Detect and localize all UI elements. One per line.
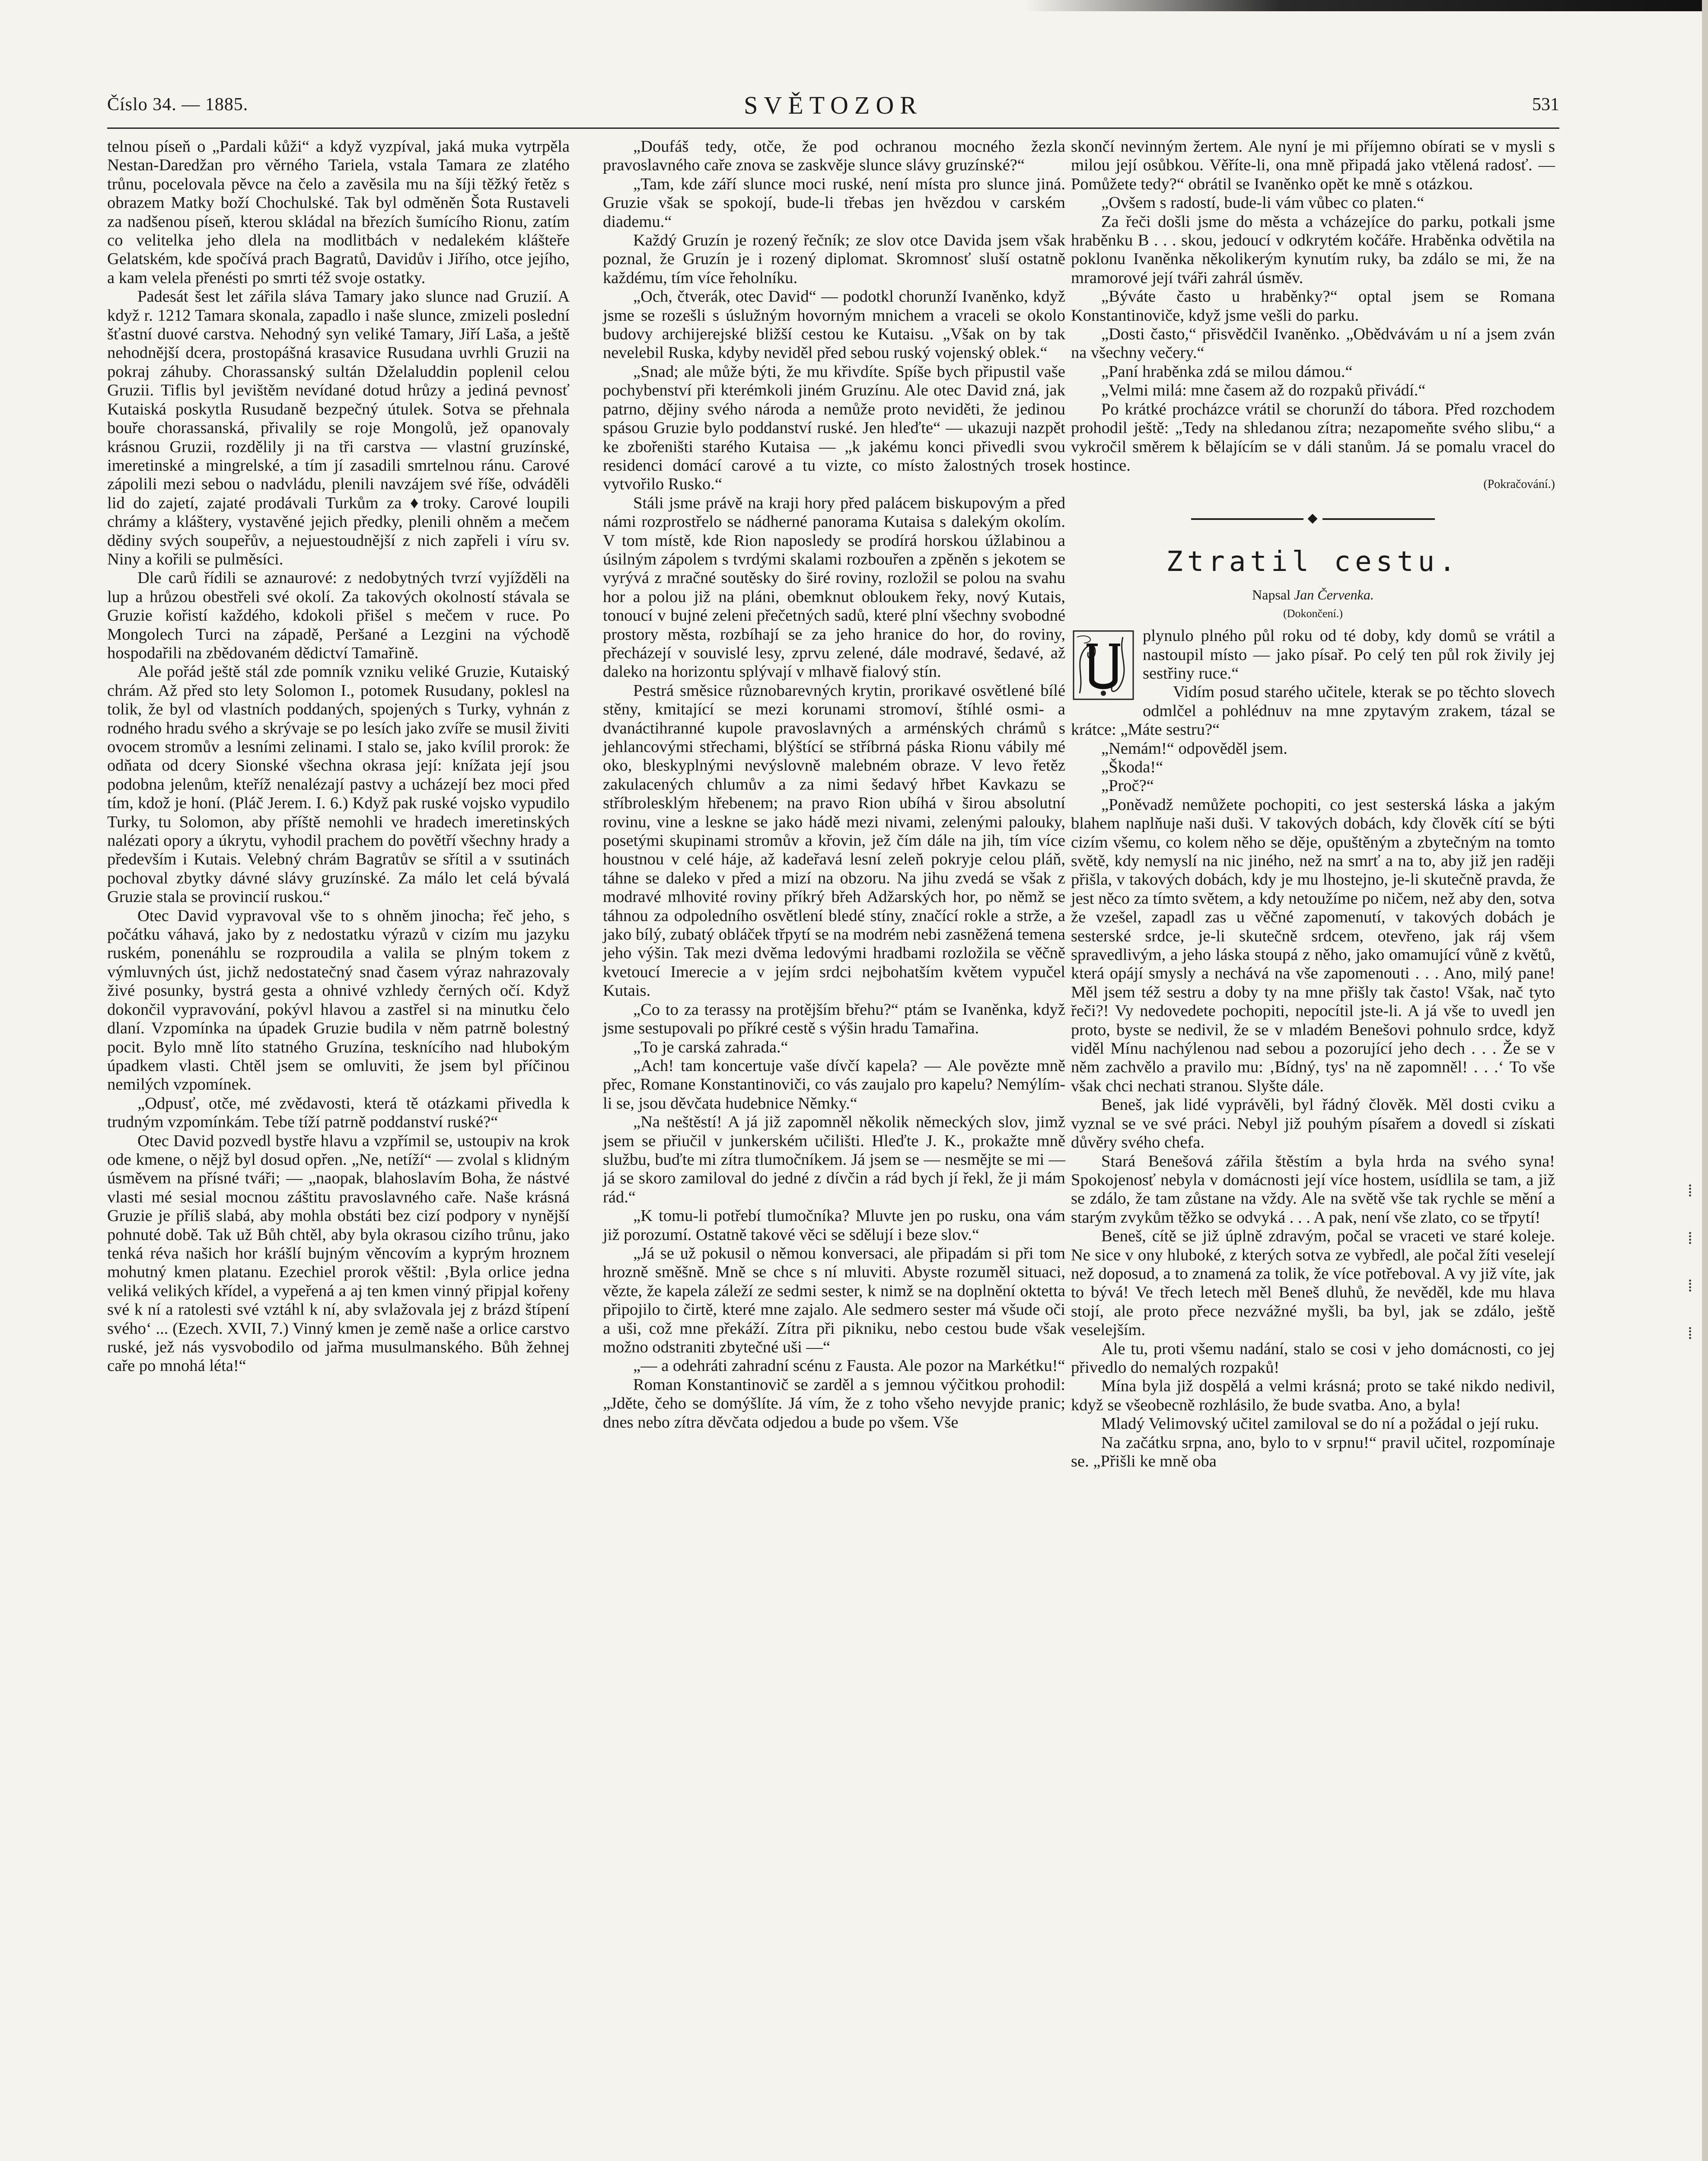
paragraph: „Nemám!“ odpověděl jsem. [1101,739,1287,758]
paragraph: „Býváte často u hraběnky?“ optal jsem se Romana Konstantinoviče, když jsme vešli do parku. [1071,287,1555,325]
paragraph: Pestrá směsice různobarevných krytin, prorikavé osvětlené bílé stěny, kmitající se mezi korunami stromoví, štíhlé osmi- a dvanáctihranné kupole pravoslavných a arménských chrámů s jehlancovými střechami, blýštící se stříbrná páska Rionu vábily mé oko, bleskyplnými nevýslovně malebném obraze. V levo řetěz zakulacených chlumův a za nimi šedavý hřbet Kavkazu se stříbrolesklým hřebenem; na pravo Rion ubíhá v širou absolutní rovinu, vine a leskne se jako hádě mezi nivami, zelenými palouky, posetými skupinami stromův a křovin, jež čím dále na jih, tím více houstnou v celé háje, až kadeřavá lesní zeleň pokryje celou pláň, táhne se daleko v před a mizí na obzoru. Na jihu zvedá se však z modravé mlhovité roviny příkrý břeh Adžarských hor, po němž se táhnou za odpoledního osvětlení bledé stíny, značící rokle a strže, a jako bílý, zubatý obláček třpytí se na modrém nebi zasněžená temena jeho výšin. Tak mezi dvěma ledovými hradbami rozložila se věčně kvetoucí Imerecie a v jejím srdci nejbohatším květem vypučel Kutais. [603,681,1065,1000]
header-rule [107,127,1559,129]
paragraph: „— a odehráti zahradní scénu z Fausta. Ale pozor na Markétku!“ [633,1357,1065,1375]
byline-author: Jan Červenka. [1294,587,1374,603]
paragraph: Stará Benešová zářila štěstím a byla hrda na svého syna! Spokojenosť nebyla v domácnosti její více hostem, usídlila se tam, a již se zdálo, že tam zůstane na vždy. Ale na světě vše tak rychle se mění a starým zvykům těžko se odvyká . . . A pak, není vše zlato, co se třpytí! [1071,1152,1555,1227]
column-1 [107,137,570,1376]
paragraph: plynulo plného půl roku od té doby, kdy domů se vrátil a nastoupil místo — jako písař. Po celý ten půl rok živily jej sestřiny ruce.“ [1143,627,1555,682]
margin-mark: ⁞ [1688,1228,1693,1248]
journal-title: SVĚTOZOR [744,91,923,119]
paragraph: „Proč?“ [1101,777,1154,795]
paragraph: Padesát šest let zářila sláva Tamary jako slunce nad Gruzií. A když r. 1212 Tamara skonala, zapadlo i naše slunce, zmizeli poslední šťastní duové carstva. Nehodný syn veliké Tamary, Jiří Laša, a ještě nehodnější dcera, prostopášná krasavice Rusudana uvrhli Gruzii na pokraj záhuby. Chorassanský sultán Dželaluddin poplenil celou Gruzii. Tiflis byl jevištěm nevídané dotud hrůzy a jediná pevnosť Kutaiská poskytla Rusudaně bezpečný útulek. Sotva se přehnala bouře chorassanská, přivalily se roje Mongolů, jež opanovaly krásnou Gruzii, rozdělily ji na tři carstva — vlastní gruzínské, imeretinské a mingrelské, a tím jí zasadili smrtelnou ránu. Carové zápolili mezi sebou o nadvládu, plenili navzájem své říše, odváděli lid do zajetí, zajaté prodávali Turkům za ♦troky. Carové loupili chrámy a kláštery, vystavěné jejich předky, plenili ohněm a mečem dědiny svých soupeřův, a nejuestoudnější z nich zapřeli i víru sv. Niny a kořili se pulměsíci. [107,287,570,568]
paragraph: Na začátku srpna, ano, bylo to v srpnu!“ pravil učitel, rozpomínaje se. „Přišli ke mně oba [1071,1433,1555,1470]
paragraph: Beneš, jak lidé vyprávěli, byl řádný člověk. Měl dosti cviku a vyznal se ve své práci. Nebyl již pouhým písařem a dovedl si získati důvěry svého chefa. [1071,1096,1555,1152]
paragraph: „Velmi milá: mne časem až do rozpaků přivádí.“ [1101,381,1426,400]
scan-edge-right [1702,0,1708,2161]
paragraph: Otec David pozvedl bystře hlavu a vzpřímil se, ustoupiv na krok ode kmene, o nějž byl dosud opřen. „Ne, netíží“ — zvolal s klidným úsměvem na přísné tváři; — „naopak, blahoslavím Boha, že nástvé vlasti mé sesial mocnou záštitu pravoslavného caře. Naše krásná Gruzie je příliš slabá, aby mohla obstáti bez cizí podpory v nynější pohnuté době. Tak už Bůh chtěl, aby byla okrasou cizího trůnu, jako tenká réva našich hor krášlí bujným věncovím a kyprým hroznem mohutný kmen platanu. Ezechiel prorok věštil: ‚Byla orlice jedna veliká velikých křídel, a vypeřená a aj ten kmen vinný připjal kořeny své k ní a ratolesti své vztáhl k ní, aby svlažovala jej z brázd štípení svého‘ ... (Ezech. XVII, 7.) Vinný kmen je země naše a orlice carstvo ruské, jež nás vysvobodilo od jařma musulmanského. Bůh žehnej caře po mnohá léta!“ [107,1131,570,1375]
margin-marks [1688,1167,1701,1469]
margin-mark: ⁞ [1688,1276,1693,1296]
paragraph: Beneš, cítě se již úplně zdravým, počal se vraceti ve staré koleje. Ne sice v ony hluboké, z kterých sotva ze vybředl, ale počal žíti veselejí než doposud, a to znamená za tolik, že více potřeboval. A vy již víte, jak to bývá! Ve třech letech měl Beneš dluhů, že nevěděl, kde mu hlava stojí, ale proto přece nezvážné myšli, ba byl, jak se zdálo, ještě veselejším. [1071,1227,1555,1339]
column-2 [603,137,1065,1432]
paragraph: Ale pořád ještě stál zde pomník vzniku veliké Gruzie, Kutaiský chrám. Až před sto lety Solomon I., potomek Rusudany, poklesl na tolik, že byl od vlastních poddaných, spojených s Turky, vyhnán z rodného hradu svého a skrývaje se po lesích jako zvíře se musil živiti ovocem stromův a lesními zelinami. I stalo se, jako kvílil prorok: že odňata od dcery Sionské všechna okrasa její: knížata její jsou podobna jelenům, kteříž nenalézají pastvy a ucházejí bez moci před tím, kdož je honí. (Pláč Jerem. I. 6.) Když pak ruské vojsko vypudilo Turky, tu Solomon, aby příště nemohli ve hradech imeretinských nalézati opory a úkrytu, vyhodil prachem do povětří všechny hrady a především i Kutais. Velebný chrám Bagratův se sřítil a v ssutinách pochoval zbytky dávné slávy gruzínské. Za málo let celá bývalá Gruzie stala se provincií ruskou.“ [107,663,570,906]
paragraph: skončí nevinným žertem. Ale nyní je mi příjemno obírati se v mysli s milou její osůbkou. Věříte-li, ona mně připadá jako vtělená radosť. — Pomůžete tedy?“ obrátil se Ivaněnko opět ke mně s otázkou. [1071,137,1555,193]
margin-mark: ⁞ [1688,1181,1693,1201]
paragraph: „Dosti často,“ přisvědčil Ivaněnko. „Obědvávám u ní a jsem zván na všechny večery.“ [1071,325,1555,362]
paragraph: „Škoda!“ [1101,758,1163,776]
paragraph: „Tam, kde září slunce moci ruské, není místa pro slunce jiná. Gruzie však se spokojí, bude-li třebas jen hvězdou v carském diademu.“ [603,175,1065,231]
paragraph: Za řeči došli jsme do města a vcházejíce do parku, potkali jsme hraběnku B . . . skou, jedoucí v odkrytém kočáře. Hraběnka odvětila na poklonu Ivaněnka několikerým kynutím ruky, ba zdálo se mi, že na mramorové její tváři zahrál úsměv. [1071,212,1555,287]
paragraph: „Já se už pokusil o němou konversaci, ale připadám si při tom hrozně směšně. Mně se chce s ní mluviti. Abyste rozuměl situaci, vězte, že kapela záleží ze sedmi sester, k nimž se na doplnění oktetta připojilo to čirtě, které mne zajalo. Ale sedmero sester má všude oči a uši, což mne překáží. Zítra při pikniku, nebo cestou bude však možno odstraniti zbytečné uši —“ [603,1244,1065,1356]
paragraph: „Ach! tam koncertuje vaše dívčí kapela? — Ale povězte mně přec, Romane Konstantinoviči, co vás zaujalo pro kapelu? Nemýlím-li se, jsou děvčata hudebnice Němky.“ [603,1056,1065,1112]
margin-mark: ⁞ [1688,1323,1693,1343]
issue-number: Číslo 34. — 1885. [107,95,249,115]
paragraph: „To je carská zahrada.“ [633,1038,788,1056]
paragraph: Roman Konstantinovič se zarděl a s jemnou výčitkou prohodil: „Jděte, čeho se domýšlíte. Já vím, že z toho všeho nevyjde pranic; dnes nebo zítra děvčata odjedou a bude po všem. Vše [603,1375,1065,1431]
paragraph: „K tomu-li potřebí tlumočníka? Mluvte jen po rusku, ona vám již porozumí. Ostatně takové věci se sdělují i beze slov.“ [603,1207,1065,1244]
column-3 [1071,137,1555,1471]
page-header [107,91,1559,124]
continued-note: (Pokračování.) [1483,478,1555,491]
paragraph: „Odpusť, otče, mé zvědavosti, která tě otázkami přivedla k trudným vzpomínkám. Tebe tíží patrně poddanství ruské?“ [107,1094,570,1131]
section-divider [1071,509,1555,527]
paragraph: Mladý Velimovský učitel zamiloval se do ní a požádal o její ruku. [1101,1415,1539,1433]
paragraph: „Poněvadž nemůžete pochopiti, co jest sesterská láska a jakým blahem naplňuje naši duši. V takových dobách, kdy člověk cítí se býti cizím všemu, co kolem něho se děje, opuštěným a zbytečným na tomto světě, kdy nemyslí na nic jiného, než na smrť a na to, aby již jen raději přišla, v takových dobách, kdy je mu lhostejno, je-li skutečně pravda, že jest něco za tímto světem, a kdy netoužíme po ničem, než aby den, sotva že vzešel, zapadl zas u věčné zapomenutí, v takových dobách je sesterské srdce, je-li skutečně srdcem, otevřeno, jak ráj všem spravedlivým, a jeho láska stoupá z něho, jako omamující vůně z květů, která opájí smysly a nechává na vše zapomenouti . . . Ano, milý pane! Měl jsem též sestru a doby ty na mne přišly tak často! Však, nač tyto řeči?! Vy nedovedete pochopiti, nepocítil jste-li. A já vše to uvedl jen proto, byste se nedivil, že se v mladém Benešovi pohnulo srdce, když viděl Mínu nachýlenou nad sebou a pozorující jeho dech . . . Že se v něm zachvělo a pravilo mu: ‚Bídný, tys' na ně zapomněl! . . .‘ To vše však chci nechati stranou. Slyšte dále. [1071,795,1555,1095]
divider-line-left [1191,518,1303,520]
paragraph: „Na neštěstí! A já již zapomněl několik německých slov, jimž jsem se přiučil v junkerském učilišti. Hleďte J. K., prokažte mně službu, buďte mi zítra tlumočníkem. Já jsem se — nesmějte se mi — já se skoro zamiloval do jedné z dívčin a rád bych jí řekl, že ji mám rád.“ [603,1113,1065,1206]
byline [1071,585,1555,604]
paragraph: Mína byla již dospělá a velmi krásná; proto se také nikdo nedivil, když se všeobecně rozhlásilo, že bude svatba. Ano, a byla! [1071,1377,1555,1414]
paragraph: Otec David vypravoval vše to s ohněm jinocha; řeč jeho, s počátku váhavá, jako by z nedostatku výrazů v cizím mu jazyku ruském, ponenáhlu se rozproudila a valila se plným tokem z výmluvných úst, jichž nedostatečný snad časem výraz nahrazovaly živé posunky, bystrá gesta a ohnivé vzhledy černých očí. Když dokončil vypravování, pokývl hlavou a zastřel si na minutku čelo dlaní. Vzpomínka na úpadek Gruzie budila v něm patrně bolestný pocit. Bylo mně líto statného Gruzína, tesknícího nad hlubokým úpadkem vlasti. Chtěl jsem se omluviti, že jsem byl příčinou nemilých vzpomínek. [107,906,570,1094]
paragraph: „Doufáš tedy, otče, že pod ochranou mocného žezla pravoslavného caře znova se zaskvěje slunce slávy gruzínské?“ [603,137,1065,175]
story-continuation-note: (Dokončení.) [1283,607,1343,620]
divider-ornament-icon: ◆ [1307,510,1319,525]
byline-prefix: Napsal [1252,587,1291,603]
paragraph: Po krátké procházce vrátil se chorunží do tábora. Před rozchodem prohodil ještě: „Tedy na shledanou zítra; nezapomeňte svého slibu,“ a vykročil směrem k bělajícím se v dáli stanům. Já se pomalu vracel do hostince. [1071,400,1555,475]
paragraph: „Ovšem s radostí, bude-li vám vůbec co platen.“ [1101,194,1424,212]
divider-line-right [1322,518,1435,520]
paragraph: Stáli jsme právě na kraji hory před palácem biskupovým a před námi rozprostřelo se nádherné panorama Kutaisa s dalekým okolím. V tom místě, kde Rion naposledy se prodírá horskou úžlabinou a úsilným zápolem s tvrdými skalami rozbouřen a zpěněn s jekotem se vyrývá z mračné soutěsky do širé roviny, rozložil se polou na svahu hor a polou již na pláni, obemknut obloukem řeky, nový Kutais, tonoucí v bujné zeleni přečetných sadů, které plní všechny svobodné prostory města, rozbíhají se za jeho hranice do hor, do roviny, přecházejí v souvislé lesy, zprvu zelené, dále modravé, šedavé, až daleko na horizontu splývají v mlhavě fialový stín. [603,494,1065,681]
scan-edge-top [0,0,1708,11]
page-number: 531 [1532,95,1559,115]
paragraph: Vidím posud starého učitele, kterak se po těchto slovech odmlčel a pohlédnuv na mne zpytavým zrakem, tázal se krátce: „Máte sestru?“ [1071,683,1555,739]
paragraph: Dle carů řídili se aznaurové: z nedobytných tvrzí vyjížděli na lup a hrůzou obestřeli své okolí. Za takových okolností stávala se Gruzie kořistí každého, kdokoli přišel s mečem v ruce. Po Mongolech Turci na západě, Peršané a Lezgini na východě hospodařili na zbědovaném dědictví Tamařině. [107,569,570,662]
paragraph: telnou píseň o „Pardali kůži“ a když vyzpíval, jaká muka vytrpěla Nestan-Daredžan pro věrného Tariela, vstala Tamara ze zlatého trůnu, pocelovala pěvce na čelo a zavěsila mu na šíji těžký řetěz s obrazem Matky boží Chochulské. Tak byl odměněn Šota Rustaveli za nadšenou píseň, kterou skládal na březích šumícího Rionu, zatím co velitelka jeho dlela na modlitbách v nedalekém klášteře Gelatském, kde spočívá prach Bagratů, Davidův i Jiřího, otce jejího, a kam velela přenésti po smrti též svoje ostatky. [107,137,570,287]
decorative-initial-u-icon [1071,628,1136,702]
story-title: Ztratil cestu. [1166,546,1460,578]
paragraph: „Snad; ale může býti, že mu křivdíte. Spíše bych připustil vaše pochybenství při kterémkoli jiném Gruzínu. Ale otec David zná, jak patrno, dějiny svého národa a nemůže proto neviděti, že jedinou spásou Gruzie bylo poddanství ruské. Jen hleďte“ — ukazuji nazpět ke zbořeništi starého Kutaisa — „k jakému konci přivedli svou residenci domácí carové a tu vizte, co místo žalostných trosek vytvořilo Rusko.“ [603,362,1065,494]
paragraph: Ale tu, proti všemu nadání, stalo se cosi v jeho domácnosti, co jej přivedlo do nemalých rozpaků! [1071,1339,1555,1377]
paragraph: „Paní hraběnka zdá se milou dámou.“ [1101,362,1353,381]
story-opening [1071,627,1555,683]
paragraph: Každý Gruzín je rozený řečník; ze slov otce Davida jsem však poznal, že Gruzín je i rozený diplomat. Skromnosť sluší ostatně každému, tím více řeholníku. [603,231,1065,287]
paragraph: „Co to za terassy na protějším břehu?“ ptám se Ivaněnka, když jsme sestupovali po příkré cestě s výšin hradu Tamařina. [603,1000,1065,1038]
paragraph: „Och, čtverák, otec David“ — podotkl chorunží Ivaněnko, když jsme se rozešli s úslužným hovorným mnichem a vraceli se okolo budovy archijerejské bližší cestou ke Kutaisu. „Však on by tak nevelebil Ruska, kdyby neviděl před sebou ruský vojenský oblek.“ [603,287,1065,362]
